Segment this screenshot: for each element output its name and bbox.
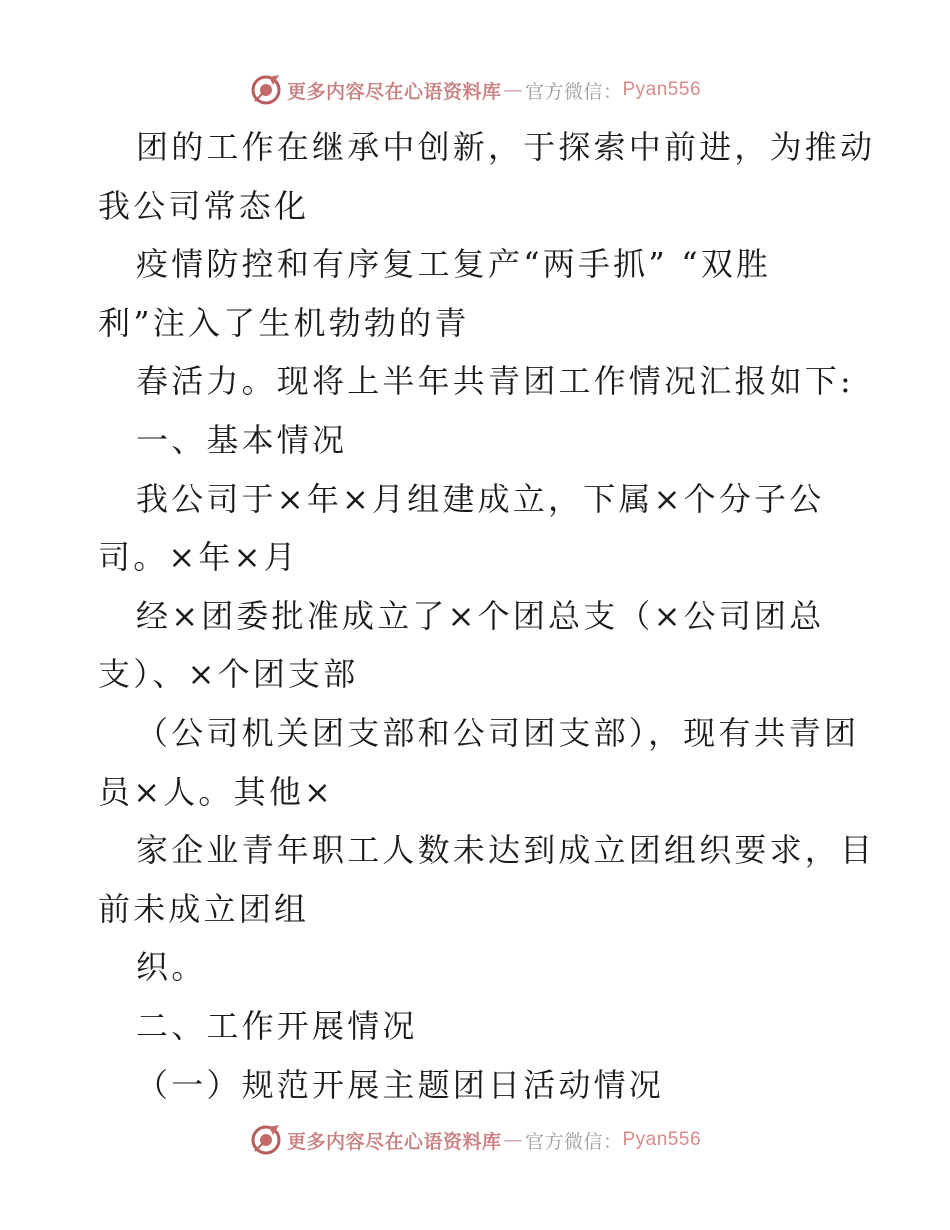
watermark-brand: 更多内容尽在心语资料库: [286, 80, 502, 103]
body-line: 我公司于×年×月组建成立，下属×个分子公: [136, 479, 825, 518]
body-line: 支）、×个团支部: [98, 655, 359, 694]
document-body: [98, 118, 876, 1114]
body-line: 前未成立团组: [98, 889, 310, 928]
watermark-separator: —: [503, 1129, 523, 1151]
body-line: 经×团委批准成立了×个团总支（×公司团总: [136, 596, 825, 635]
body-line: 员×人。其他×: [98, 772, 335, 811]
watermark-wechat-id: Pyan556: [622, 79, 702, 100]
body-line: 我公司常态化: [98, 186, 310, 225]
watermark-brand: 更多内容尽在心语资料库: [286, 1130, 502, 1153]
body-line: （公司机关团支部和公司团支部），现有共青团: [136, 713, 860, 752]
body-line: 春活力。现将上半年共青团工作情况汇报如下:: [136, 362, 854, 401]
watermark-wechat-id: Pyan556: [622, 1129, 702, 1150]
watermark-separator: —: [503, 79, 523, 101]
watermark-label: 官方微信：: [524, 80, 623, 103]
footer-watermark: [0, 1120, 950, 1160]
body-line: 利”注入了生机勃勃的青: [98, 303, 470, 342]
section-heading: 一、基本情况: [136, 420, 348, 459]
body-line: 疫情防控和有序复工复产“两手抓” “双胜: [136, 245, 772, 284]
feather-pen-logo-icon: [249, 73, 283, 107]
body-line: 团的工作在继承中创新，于探索中前进，为推动: [136, 128, 876, 166]
header-watermark: [0, 70, 950, 110]
feather-pen-logo-icon: [249, 1123, 283, 1157]
body-line: 家企业青年职工人数未达到成立团组织要求，目: [136, 831, 876, 870]
body-line: 织。: [136, 948, 207, 987]
section-heading: 二、工作开展情况: [136, 1006, 418, 1045]
watermark-label: 官方微信：: [524, 1130, 623, 1153]
body-line: 司。×年×月: [98, 538, 299, 577]
subsection-heading: （一）规范开展主题团日活动情况: [136, 1065, 665, 1104]
